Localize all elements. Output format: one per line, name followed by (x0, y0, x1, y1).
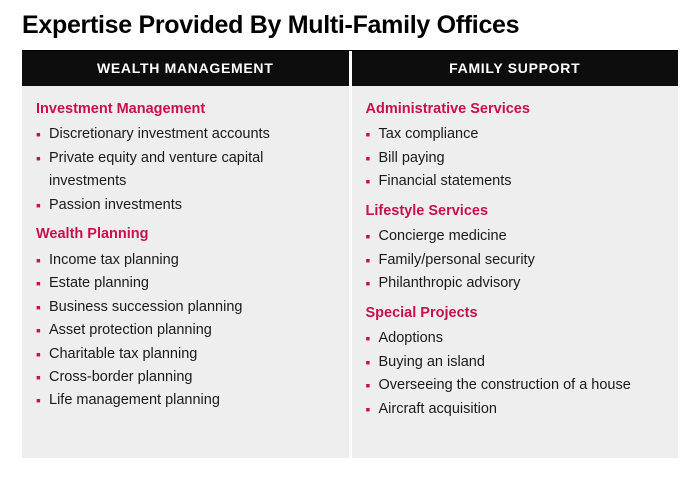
bullet-icon: ▪ (365, 228, 371, 245)
list-item-label: Buying an island (378, 353, 485, 370)
list-item-label: Overseeing the construction of a house (378, 377, 631, 394)
group-item-list (36, 249, 337, 413)
bullet-icon: ▪ (365, 330, 371, 347)
group-title: Administrative Services (365, 100, 530, 117)
bullet-icon: ▪ (36, 345, 41, 362)
page-title: Expertise Provided By Multi-Family Offices (22, 11, 520, 39)
bullet-icon: ▪ (36, 322, 41, 339)
list-item (366, 272, 667, 295)
group-item-list (366, 123, 667, 193)
bullet-icon: ▪ (36, 126, 41, 143)
list-item (36, 343, 337, 366)
group-item-list (366, 327, 667, 421)
bullet-icon: ▪ (365, 173, 371, 190)
group-title: Wealth Planning (36, 226, 149, 242)
group-special-projects (366, 304, 667, 422)
list-item-label: Asset protection planning (49, 322, 212, 339)
list-item (366, 147, 667, 170)
bullet-icon: ▪ (365, 353, 371, 370)
group-lifestyle-services (366, 202, 667, 296)
group-title: Lifestyle Services (365, 202, 489, 219)
list-item (366, 327, 667, 350)
group-item-list (36, 123, 337, 217)
list-item (36, 272, 337, 295)
column-family-support (352, 51, 679, 458)
group-administrative-services (366, 100, 667, 194)
list-item-label: Business succession planning (49, 298, 243, 315)
bullet-icon: ▪ (365, 275, 371, 292)
list-item-label: Adoptions (378, 330, 443, 347)
list-item (36, 147, 337, 194)
list-item-label: Life management planning (49, 392, 220, 409)
list-item-label: Tax compliance (378, 126, 479, 143)
list-item-label: Financial statements (378, 173, 512, 190)
list-item-label: Aircraft acquisition (378, 400, 497, 417)
group-investment-management (36, 100, 337, 218)
list-item (366, 123, 667, 146)
column-body-wealth-management (22, 86, 349, 458)
list-item (36, 249, 337, 272)
list-item-label: Income tax planning (49, 251, 179, 268)
list-item (366, 398, 667, 421)
bullet-icon: ▪ (365, 149, 371, 166)
group-item-list (366, 225, 667, 295)
expertise-table (22, 50, 678, 458)
list-item-label: Discretionary investment accounts (49, 126, 270, 143)
list-item (366, 225, 667, 248)
list-item-label: Concierge medicine (378, 228, 507, 245)
list-item-label: Private equity and venture capital investments (49, 149, 264, 190)
list-item (36, 296, 337, 319)
list-item-label: Cross-border planning (49, 368, 193, 385)
list-item-label: Bill paying (378, 149, 445, 166)
column-header-family-support: FAMILY SUPPORT (352, 51, 679, 86)
group-title: Investment Management (36, 100, 206, 117)
bullet-icon: ▪ (36, 275, 41, 292)
list-item (366, 351, 667, 374)
bullet-icon: ▪ (365, 251, 371, 268)
list-item (366, 170, 667, 193)
bullet-icon: ▪ (36, 392, 41, 409)
list-item-label: Passion investments (49, 196, 182, 213)
list-item (36, 194, 337, 217)
column-header-wealth-management: WEALTH MANAGEMENT (22, 51, 349, 86)
list-item-label: Estate planning (49, 275, 149, 292)
bullet-icon: ▪ (365, 377, 371, 394)
bullet-icon: ▪ (36, 368, 41, 385)
bullet-icon: ▪ (36, 298, 41, 315)
column-wealth-management (22, 51, 352, 458)
group-wealth-planning (36, 225, 337, 413)
bullet-icon: ▪ (36, 251, 41, 268)
list-item-label: Philanthropic advisory (378, 275, 521, 292)
list-item (366, 249, 667, 272)
bullet-icon: ▪ (365, 400, 371, 417)
list-item (36, 366, 337, 389)
bullet-icon: ▪ (36, 196, 41, 213)
column-body-family-support (352, 86, 679, 458)
list-item (36, 389, 337, 412)
list-item (366, 374, 667, 397)
list-item (36, 319, 337, 342)
list-item-label: Family/personal security (378, 251, 535, 268)
list-item-label: Charitable tax planning (49, 345, 198, 362)
bullet-icon: ▪ (36, 149, 41, 166)
list-item (36, 123, 337, 146)
group-title: Special Projects (365, 304, 478, 321)
bullet-icon: ▪ (365, 126, 371, 143)
